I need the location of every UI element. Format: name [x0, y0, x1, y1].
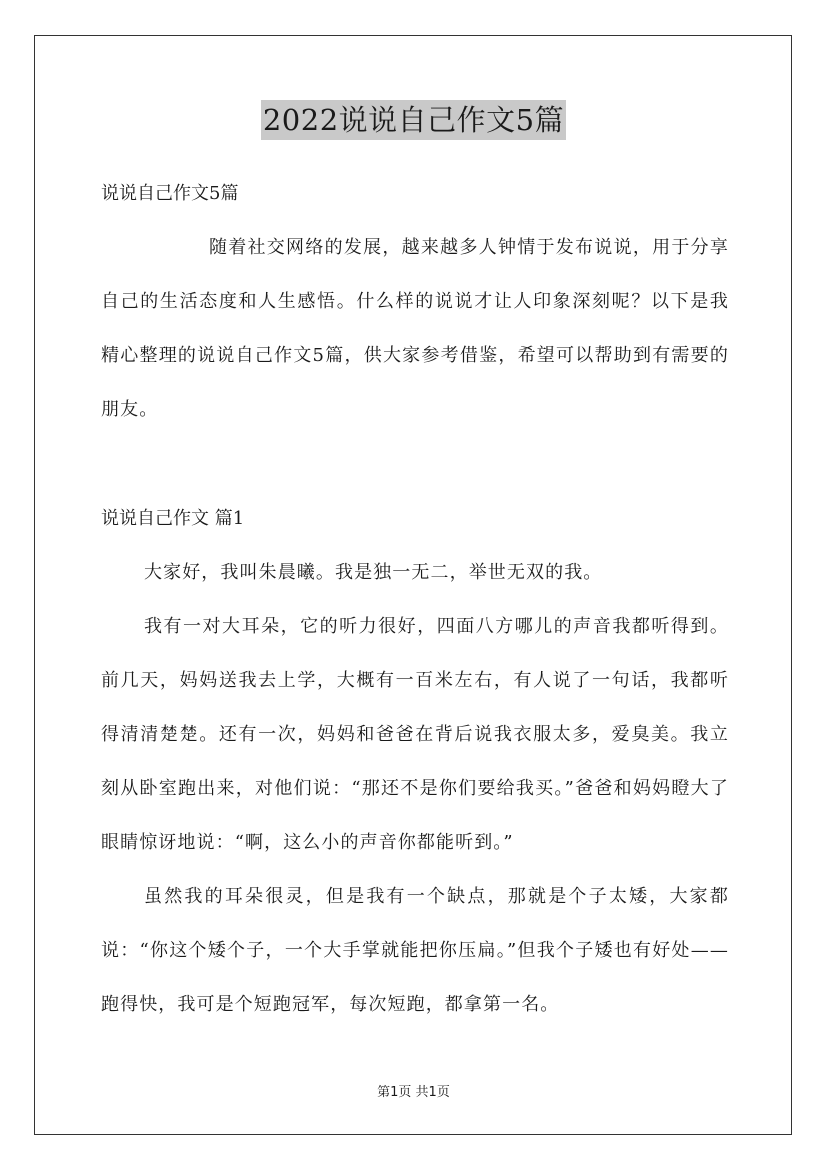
intro-paragraph: 随着社交网络的发展，越来越多人钟情于发布说说，用于分享自己的生活态度和人生感悟。什么样的说说才让人印象深刻呢？以下是我精心整理的说说自己作文5篇，供大家参考借鉴，希望可以帮助到有需要的朋友。: [101, 237, 729, 420]
body-paragraph-1: 大家好，我叫朱晨曦。我是独一无二，举世无双的我。: [144, 562, 603, 583]
body-paragraph-3: 虽然我的耳朵很灵，但是我有一个缺点，那就是个子太矮，大家都说：“你这个矮个子，一个大手掌就能把你压扁。”但我个子矮也有好处——跑得快，我可是个短跑冠军，每次短跑，都拿第一名。: [101, 886, 729, 1015]
section-title: 说说自己作文 篇1: [101, 508, 245, 529]
body-paragraph-2: 我有一对大耳朵，它的听力很好，四面八方哪儿的声音我都听得到。前几天，妈妈送我去上学，大概有一百米左右，有人说了一句话，我都听得清清楚楚。还有一次，妈妈和爸爸在背后说我衣服太多，爱臭美。我立刻从卧室跑出来，对他们说：“那还不是你们要给我买。”爸爸和妈妈瞪大了眼睛惊讶地说：“啊，这么小的声音你都能听到。”: [101, 616, 729, 853]
document-title: 2022说说自己作文5篇: [261, 100, 566, 140]
title-container: [0, 100, 827, 140]
page-footer: 第1页 共1页: [377, 1085, 450, 1100]
document-subtitle: 说说自己作文5篇: [101, 183, 239, 204]
